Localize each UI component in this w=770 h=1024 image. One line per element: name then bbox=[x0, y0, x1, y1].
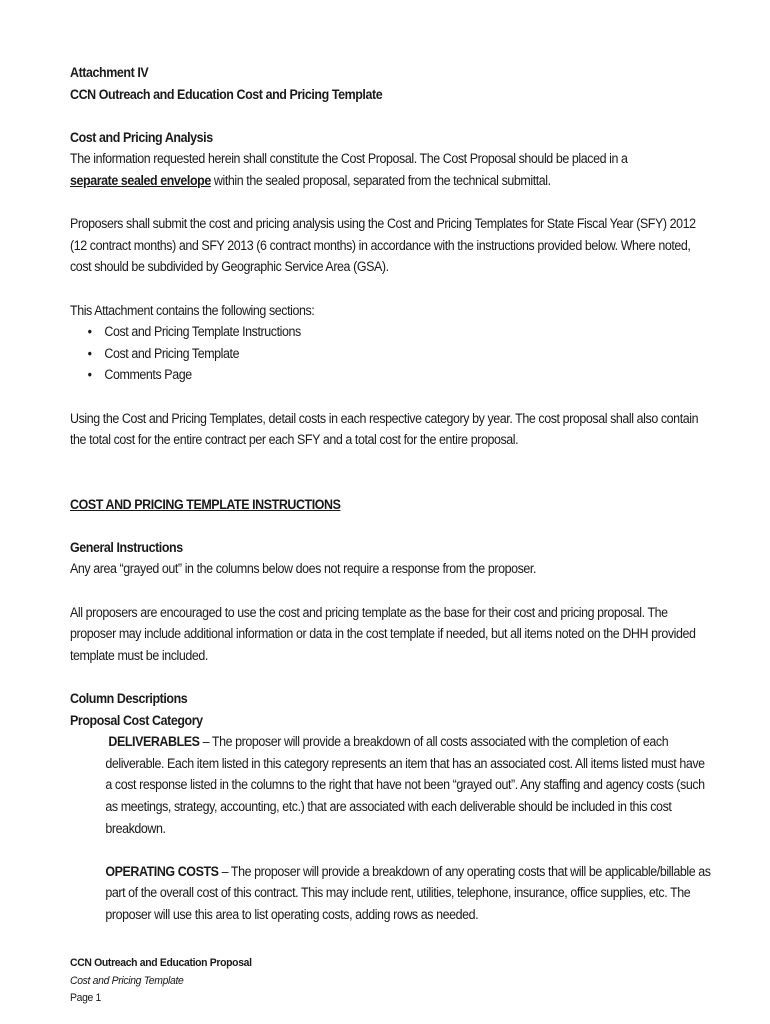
bullet-icon: • bbox=[87, 367, 92, 383]
document-title: CCN Outreach and Education Cost and Pricing Template bbox=[70, 86, 383, 102]
column-descriptions-heading: Column Descriptions bbox=[70, 691, 188, 707]
paragraph-text: – The proposer will provide a breakdown of any operating costs that will be applicable/billable as part of the overall cost of this contract. This may include rent, utilities, telephone, insurance, office supplies, etc. The proposer will use this area to list operating costs, adding rows as needed. bbox=[105, 863, 711, 922]
deliverables-term: DELIVERABLES bbox=[108, 734, 200, 750]
operating-costs-term: OPERATING COSTS bbox=[105, 863, 219, 879]
page-number: Page 1 bbox=[70, 992, 102, 1004]
bullet-icon: • bbox=[87, 324, 92, 340]
cost-analysis-paragraph-1 bbox=[70, 148, 712, 191]
cost-category-heading: Proposal Cost Category bbox=[70, 712, 203, 728]
list-item: • Cost and Pricing Template bbox=[88, 343, 712, 365]
instructions-heading: COST AND PRICING TEMPLATE INSTRUCTIONS bbox=[70, 496, 341, 512]
paragraph-text: – The proposer will provide a breakdown of all costs associated with the completion of each deliverable. Each item listed in this category represents an item that has an associated cost. All items listed must have a cost response listed in the columns to the right that have not been “grayed out”. Any staffing and agency costs (such as meetings, strategy, accounting, etc.) that are associated with each deliverable should be included in this cost breakdown. bbox=[105, 734, 705, 836]
list-item: • Comments Page bbox=[88, 364, 712, 386]
emphasis-text: separate sealed envelope bbox=[70, 172, 211, 188]
list-item: • Cost and Pricing Template Instructions bbox=[88, 321, 712, 343]
general-instructions-heading: General Instructions bbox=[70, 539, 183, 555]
footer-proposal-name: CCN Outreach and Education Proposal bbox=[70, 957, 252, 969]
cost-analysis-paragraph-2: Proposers shall submit the cost and pricing analysis using the Cost and Pricing Templates for State Fiscal Year (SFY) 2012 (12 contract months) and SFY 2013 (6 contract months) in accordance with the instructions provided below. Where noted, cost should be subdivided by Geographic Service Area (GSA). bbox=[70, 216, 696, 275]
page-footer bbox=[70, 955, 252, 1008]
operating-costs-paragraph bbox=[70, 861, 712, 926]
bullet-icon: • bbox=[87, 345, 92, 361]
deliverables-paragraph bbox=[70, 731, 712, 839]
cost-analysis-heading: Cost and Pricing Analysis bbox=[70, 129, 213, 145]
general-instructions-paragraph-2: All proposers are encouraged to use the cost and pricing template as the base for their cost and pricing proposal. The proposer may include additional information or data in the cost template if needed, but all items noted on the DHH provided template must be included. bbox=[70, 604, 696, 663]
footer-template-name: Cost and Pricing Template bbox=[70, 974, 184, 987]
general-instructions-paragraph-1: Any area “grayed out” in the columns below does not require a response from the proposer. bbox=[70, 561, 537, 577]
cost-analysis-paragraph-4: Using the Cost and Pricing Templates, detail costs in each respective category by year. The cost proposal shall also contain the total cost for the entire contract per each SFY and a total cost for the entire proposal. bbox=[70, 410, 699, 448]
sections-intro: This Attachment contains the following sections: bbox=[70, 302, 315, 318]
document-body bbox=[70, 62, 712, 926]
paragraph-text: The information requested herein shall constitute the Cost Proposal. The Cost Proposal should be placed in a bbox=[70, 151, 628, 167]
sections-list bbox=[70, 321, 712, 386]
paragraph-text: within the sealed proposal, separated from the technical submittal. bbox=[210, 172, 551, 188]
attachment-label: Attachment IV bbox=[70, 65, 149, 80]
